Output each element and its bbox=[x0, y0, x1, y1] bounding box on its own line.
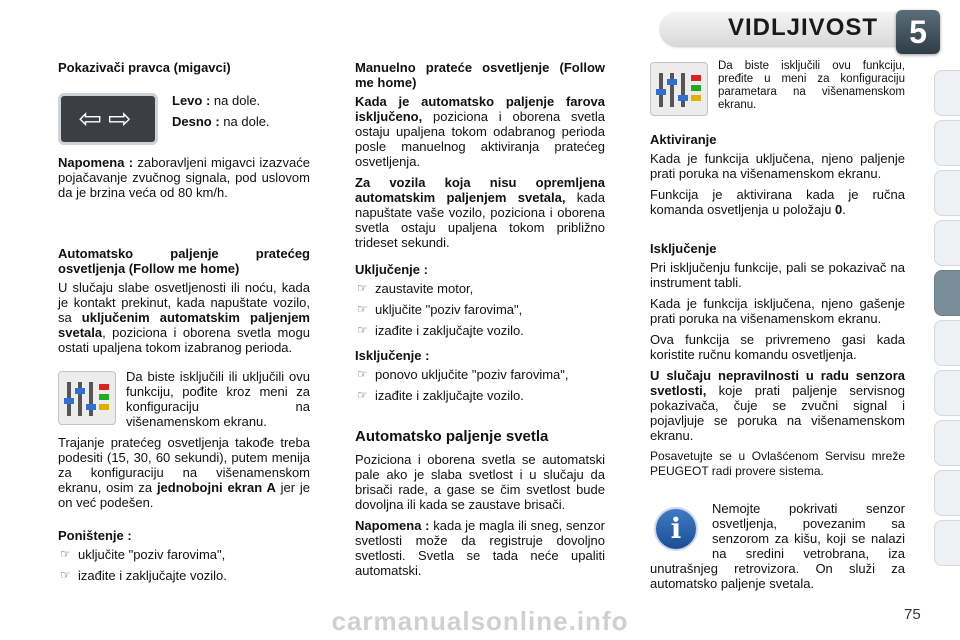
aktiviranje-paragraph-2 bbox=[650, 187, 905, 217]
akt-p2-c: . bbox=[842, 202, 846, 217]
page-number: 75 bbox=[904, 606, 921, 623]
side-tab[interactable] bbox=[934, 220, 960, 266]
settings-menu-icon-graphic bbox=[651, 63, 707, 115]
p2-b: kada napuštate vaše vozilo, poziciona i oborena svetla ostaju upaljena tokom približno trideset sekundi. bbox=[355, 190, 605, 250]
akt-p2-a: Funkcija je aktivirana kada je ručna komanda osvetljenja u položaju bbox=[650, 187, 905, 217]
p3-a: Trajanje pratećeg osvetljenja takođe treba podesiti (15, 30, 60 sekundi), putem menija za konfiguraciju na višenamenskom ekranu, osim za bbox=[58, 435, 310, 495]
p3-b: jednobojni ekran A bbox=[156, 480, 276, 495]
hand-pointer-icon: ☞ bbox=[357, 367, 368, 381]
p1-b: poziciona i oborena svetla ostaju upaljena tokom odabranog perioda posle manuelnog aktiviranja pratećeg osvetljenja. bbox=[355, 109, 605, 169]
p2-a: U slučaju slabe osvetljenosti ili noću, kada je kontakt prekinut, kada napuštate vozilo, sa bbox=[58, 280, 310, 325]
napomena-text: zaboravljeni migavci izazvaće pojačavanje zvučnog signala, pod uslovom da je brzina veća od 80 km/h. bbox=[58, 155, 310, 200]
napomena-text: kada je magla ili sneg, senzor svetlosti može da registruje dovoljno svetlosti. Svetla se tada neće upaliti automatski. bbox=[355, 518, 606, 578]
hand-pointer-icon: ☞ bbox=[357, 302, 368, 316]
settings-menu-icon bbox=[650, 62, 708, 116]
p1-a: Kada je automatsko paljenje farova isključeno, bbox=[355, 94, 605, 124]
list-item bbox=[355, 367, 605, 382]
iskljucenje-steps bbox=[355, 367, 605, 403]
section-title-auto-lights: Automatsko paljenje svetla bbox=[355, 428, 549, 445]
list-item bbox=[355, 281, 605, 296]
step-text: uključite "poziv farovima", bbox=[78, 547, 226, 562]
chapter-number-badge: 5 bbox=[896, 10, 940, 54]
step-text: izađite i zaključajte vozilo. bbox=[78, 568, 227, 583]
side-tab[interactable] bbox=[934, 70, 960, 116]
section-title-follow-me-home: Automatsko paljenje pratećeg osvetljenja (Follow me home) bbox=[58, 246, 310, 276]
info-note-block bbox=[650, 501, 905, 597]
auto-lights-paragraph: Poziciona i oborena svetla se automatski pale ako je slaba svetlost i u slučaju da brisači rade, a gase se čim svetlost bude dovoljna ili kada se zaustave brisači. bbox=[355, 452, 605, 512]
levo-text: na dole. bbox=[210, 93, 261, 108]
ponistenje-steps bbox=[58, 547, 310, 583]
iskljucenje-paragraph-4 bbox=[650, 368, 905, 443]
ukljucenje-steps bbox=[355, 281, 605, 338]
menu-note-right: Da biste isključili ovu funkciju, pređite u meni za konfiguraciju parametara na višenamenskom ekranu. bbox=[718, 60, 905, 111]
iskljucenje-paragraph-1: Pri isključenju funkcije, pali se pokazivač na instrument tabli. bbox=[650, 260, 905, 290]
aktiviranje-paragraph-1: Kada je funkcija uključena, njeno paljenje prati poruka na višenamenskom ekranu. bbox=[650, 151, 905, 181]
duration-paragraph bbox=[58, 435, 310, 510]
column-middle bbox=[355, 60, 605, 584]
hand-pointer-icon: ☞ bbox=[60, 547, 71, 561]
desno-label: Desno : bbox=[172, 114, 220, 129]
menu-note-block bbox=[58, 369, 310, 435]
side-tab[interactable] bbox=[934, 420, 960, 466]
chapter-side-tabs bbox=[934, 70, 960, 580]
follow-me-home-paragraph bbox=[58, 280, 310, 355]
settings-menu-icon-graphic bbox=[59, 372, 115, 424]
section-title-turn-signals: Pokazivači pravca (migavci) bbox=[58, 60, 231, 75]
akt-p2-b: 0 bbox=[835, 202, 843, 217]
iskljucenje-paragraph-5: Posavetujte se u Ovlašćenom Servisu mreže PEUGEOT radi provere sistema. bbox=[650, 449, 905, 478]
p2-b: uključenim automatskim paljenjem svetala bbox=[58, 310, 310, 340]
info-note-text: Nemojte pokrivati senzor osvetljenja, povezanim sa senzorom za kišu, koji se nalazi na sredini vetrobrana, iza unutrašnjeg retrovizora. On služi za automatsko paljenje svetala. bbox=[650, 501, 905, 591]
watermark: carmanualsonline.info bbox=[331, 606, 629, 636]
iskljucenje-paragraph-2: Kada je funkcija isključena, njeno gašenje prati poruka na višenamenskom ekranu. bbox=[650, 296, 905, 326]
iskljucenje-title-middle: Isključenje : bbox=[355, 348, 430, 363]
iskljucenje-title-right: Isključenje bbox=[650, 241, 717, 256]
hand-pointer-icon: ☞ bbox=[60, 568, 71, 582]
settings-menu-icon bbox=[58, 371, 116, 425]
napomena-auto-lights bbox=[355, 518, 605, 578]
chapter-title: VIDLJIVOST bbox=[728, 14, 879, 41]
list-item bbox=[355, 302, 605, 317]
list-item bbox=[355, 323, 605, 338]
p2-c: , poziciona i oborena svetla mogu ostati upaljena tokom izabranog perioda. bbox=[58, 325, 310, 355]
list-item bbox=[355, 388, 605, 403]
list-item bbox=[58, 568, 310, 583]
menu-note-left: Da biste isključili ili uključili ovu funkciju, pođite kroz meni za konfiguraciju na višenamenskom ekranu. bbox=[126, 369, 310, 429]
aktiviranje-title: Aktiviranje bbox=[650, 132, 717, 147]
side-tab[interactable] bbox=[934, 320, 960, 366]
isk-p4-b: koje prati paljenje servisnog pokazivača, čuje se zvučni signal i pojavljuje se poruka na višenamenskom ekranu. bbox=[650, 383, 905, 443]
side-tab[interactable] bbox=[934, 120, 960, 166]
turn-signal-row bbox=[58, 93, 310, 145]
step-text: uključite "poziv farovima", bbox=[375, 302, 523, 317]
ukljucenje-title: Uključenje : bbox=[355, 262, 428, 277]
page-header bbox=[0, 0, 960, 58]
hand-pointer-icon: ☞ bbox=[357, 323, 368, 337]
step-text: izađite i zaključajte vozilo. bbox=[375, 388, 524, 403]
side-tab[interactable] bbox=[934, 520, 960, 566]
side-tab[interactable] bbox=[934, 170, 960, 216]
p3-c: jer je on već podešen. bbox=[58, 480, 311, 510]
isk-p4-a: U slučaju nepravilnosti u radu senzora svetlosti, bbox=[650, 368, 905, 398]
step-text: zaustavite motor, bbox=[375, 281, 474, 296]
hand-pointer-icon: ☞ bbox=[357, 281, 368, 295]
p2-a: Za vozila koja nisu opremljena automatskim paljenjem svetala, bbox=[355, 175, 605, 205]
menu-note-block-right bbox=[650, 60, 905, 120]
side-tab[interactable] bbox=[934, 370, 960, 416]
napomena-turn-signal bbox=[58, 155, 310, 200]
list-item bbox=[58, 547, 310, 562]
turn-signal-directions bbox=[172, 93, 270, 129]
levo-label: Levo : bbox=[172, 93, 211, 108]
manual-paragraph-1 bbox=[355, 94, 605, 169]
napomena-label: Napomena : bbox=[355, 518, 430, 533]
step-text: izađite i zaključajte vozilo. bbox=[375, 323, 524, 338]
column-right bbox=[650, 60, 905, 597]
side-tab-active[interactable] bbox=[934, 270, 960, 316]
turn-signal-arrows-icon: ⇦⇨ bbox=[58, 93, 158, 145]
manual-paragraph-2 bbox=[355, 175, 605, 250]
column-left bbox=[58, 60, 310, 589]
desno-text: na dole. bbox=[219, 114, 270, 129]
side-tab[interactable] bbox=[934, 470, 960, 516]
step-text: ponovo uključite "poziv farovima", bbox=[375, 367, 569, 382]
hand-pointer-icon: ☞ bbox=[357, 388, 368, 402]
napomena-label: Napomena : bbox=[58, 155, 134, 170]
section-title-manual-follow-me-home: Manuelno prateće osvetljenje (Follow me home) bbox=[355, 60, 605, 90]
ponistenje-title: Poništenje : bbox=[58, 528, 132, 543]
info-icon: i bbox=[654, 507, 698, 551]
iskljucenje-paragraph-3: Ova funkcija se privremeno gasi kada koristite ručnu komandu osvetljenja. bbox=[650, 332, 905, 362]
